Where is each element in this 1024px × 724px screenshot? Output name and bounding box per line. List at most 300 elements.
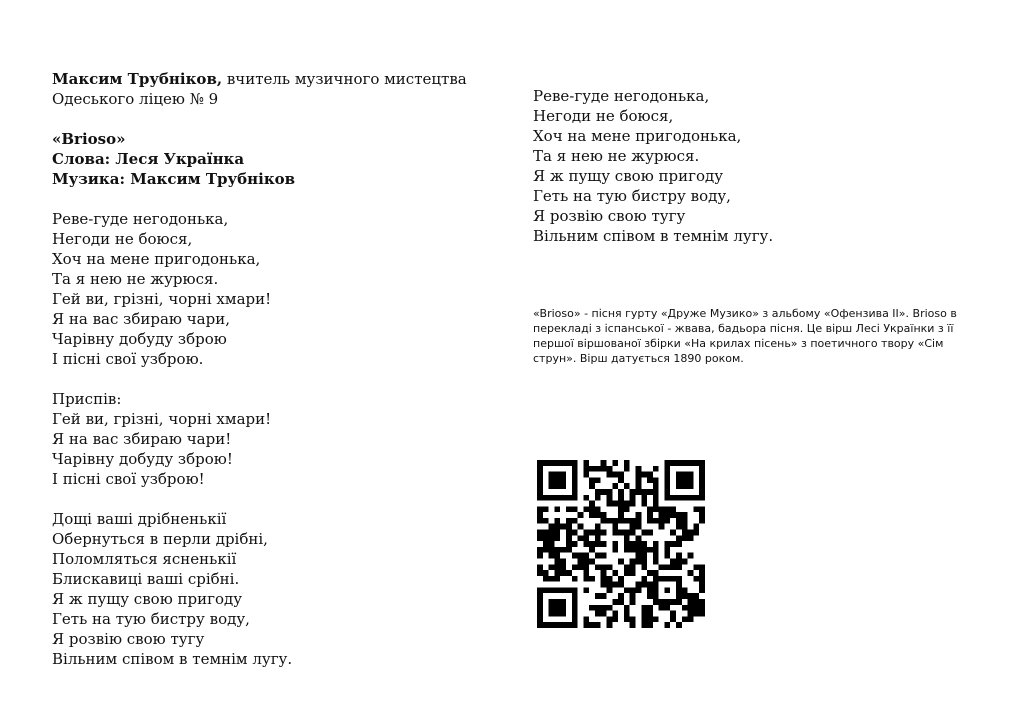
music-credit: Музика: Максим Трубніков — [52, 170, 296, 188]
qr-module — [688, 599, 694, 605]
lyric-line: Я на вас збираю чари, — [52, 310, 230, 328]
chorus — [52, 389, 492, 489]
qr-module — [618, 477, 624, 483]
qr-module — [688, 605, 694, 611]
qr-module — [612, 483, 618, 489]
qr-module — [630, 541, 636, 547]
qr-module — [647, 506, 653, 512]
qr-module — [670, 512, 676, 518]
qr-module — [607, 564, 613, 570]
qr-module — [607, 472, 613, 478]
qr-module — [572, 576, 578, 582]
qr-module — [583, 495, 589, 501]
qr-module — [589, 622, 595, 628]
qr-module — [653, 547, 659, 553]
qr-module — [589, 576, 595, 582]
qr-module — [554, 587, 560, 593]
qr-module — [630, 489, 636, 495]
qr-module — [560, 599, 566, 605]
qr-module — [630, 564, 636, 570]
qr-module — [612, 530, 618, 536]
qr-module — [676, 564, 682, 570]
qr-module — [693, 506, 699, 512]
qr-module — [537, 460, 543, 466]
qr-module — [589, 501, 595, 507]
qr-module — [670, 611, 676, 617]
qr-module — [664, 466, 670, 472]
qr-module — [537, 611, 543, 617]
lyric-line: Та я нею не журюся. — [533, 147, 700, 165]
qr-module — [688, 570, 694, 576]
qr-module — [601, 605, 607, 611]
qr-module — [653, 616, 659, 622]
qr-module — [601, 576, 607, 582]
qr-module — [554, 524, 560, 530]
qr-module — [630, 501, 636, 507]
qr-module — [572, 518, 578, 524]
qr-module — [560, 558, 566, 564]
qr-module — [595, 489, 601, 495]
qr-module — [601, 466, 607, 472]
qr-module — [635, 518, 641, 524]
qr-module — [659, 576, 665, 582]
qr-module — [607, 616, 613, 622]
lyric-line: І пісні свої узброю! — [52, 470, 205, 488]
qr-module — [601, 512, 607, 518]
qr-module — [670, 495, 676, 501]
qr-module — [607, 605, 613, 611]
qr-module — [641, 495, 647, 501]
qr-module — [583, 535, 589, 541]
qr-module — [699, 582, 705, 588]
qr-module — [612, 570, 618, 576]
lyric-line: Гей ви, грізні, чорні хмари! — [52, 410, 272, 428]
qr-module — [653, 518, 659, 524]
qr-module — [612, 524, 618, 530]
qr-module — [583, 506, 589, 512]
qr-module — [653, 477, 659, 483]
qr-module — [566, 570, 572, 576]
qr-module — [554, 570, 560, 576]
qr-module — [641, 611, 647, 617]
qr-module — [537, 466, 543, 472]
qr-module — [601, 611, 607, 617]
qr-module — [607, 495, 613, 501]
qr-module — [647, 489, 653, 495]
qr-module — [676, 582, 682, 588]
qr-module — [554, 553, 560, 559]
qr-module — [682, 512, 688, 518]
qr-module — [543, 587, 549, 593]
qr-module — [612, 547, 618, 553]
qr-module — [543, 576, 549, 582]
qr-module — [554, 535, 560, 541]
qr-module — [537, 553, 543, 559]
qr-module — [560, 570, 566, 576]
chorus-label: Приспів: — [52, 390, 122, 408]
qr-module — [647, 616, 653, 622]
qr-module — [647, 518, 653, 524]
qr-module — [583, 460, 589, 466]
author-name: Максим Трубніков, — [52, 70, 223, 88]
lyric-line: Гей ви, грізні, чорні хмари! — [52, 290, 272, 308]
qr-module — [537, 587, 543, 593]
lyric-line: Реве-гуде негодонька, — [533, 87, 710, 105]
qr-module — [676, 576, 682, 582]
lyric-line: Я на вас збираю чари! — [52, 430, 232, 448]
qr-module — [583, 558, 589, 564]
qr-module — [676, 587, 682, 593]
qr-module — [601, 518, 607, 524]
qr-module — [583, 587, 589, 593]
qr-module — [688, 472, 694, 478]
qr-module — [572, 587, 578, 593]
qr-module — [607, 489, 613, 495]
lyric-line: Блискавиці ваші срібні. — [52, 570, 240, 588]
qr-module — [635, 558, 641, 564]
qr-module — [653, 483, 659, 489]
qr-module — [676, 524, 682, 530]
qr-module — [676, 460, 682, 466]
qr-module — [670, 564, 676, 570]
qr-module — [664, 483, 670, 489]
qr-module — [572, 477, 578, 483]
qr-module — [693, 599, 699, 605]
qr-module — [664, 506, 670, 512]
lyrics-credit: Слова: Леся Українка — [52, 150, 245, 168]
qr-module — [635, 483, 641, 489]
qr-module — [659, 512, 665, 518]
qr-module — [537, 512, 543, 518]
lyric-line: Хоч на мене пригодонька, — [533, 127, 742, 145]
qr-module — [670, 576, 676, 582]
qr-code-icon[interactable] — [537, 460, 705, 628]
qr-module — [537, 483, 543, 489]
qr-module — [572, 599, 578, 605]
qr-module — [676, 541, 682, 547]
qr-module — [624, 616, 630, 622]
verse-2 — [52, 509, 492, 669]
qr-module — [693, 605, 699, 611]
qr-module — [607, 587, 613, 593]
qr-module — [549, 553, 555, 559]
qr-module — [647, 605, 653, 611]
qr-module — [699, 570, 705, 576]
qr-module — [601, 530, 607, 536]
qr-module — [659, 506, 665, 512]
qr-module — [537, 472, 543, 478]
qr-module — [589, 541, 595, 547]
qr-module — [601, 460, 607, 466]
qr-module — [549, 495, 555, 501]
qr-module — [618, 582, 624, 588]
qr-module — [601, 541, 607, 547]
qr-module — [693, 564, 699, 570]
qr-module — [647, 512, 653, 518]
qr-module — [618, 512, 624, 518]
qr-module — [682, 460, 688, 466]
qr-module — [618, 489, 624, 495]
qr-module — [583, 466, 589, 472]
qr-module — [641, 489, 647, 495]
qr-module — [688, 535, 694, 541]
qr-module — [653, 582, 659, 588]
qr-module — [641, 605, 647, 611]
qr-module — [595, 605, 601, 611]
qr-module — [670, 616, 676, 622]
qr-module — [699, 587, 705, 593]
qr-module — [549, 541, 555, 547]
qr-module — [699, 599, 705, 605]
qr-module — [641, 553, 647, 559]
qr-module — [601, 570, 607, 576]
qr-module — [537, 622, 543, 628]
qr-module — [682, 535, 688, 541]
qr-module — [699, 576, 705, 582]
qr-module — [676, 535, 682, 541]
spacer — [52, 369, 492, 389]
qr-module — [688, 593, 694, 599]
qr-module — [624, 483, 630, 489]
qr-module — [624, 530, 630, 536]
qr-module — [572, 564, 578, 570]
qr-module — [554, 530, 560, 536]
qr-module — [537, 530, 543, 536]
qr-module — [578, 524, 584, 530]
qr-module — [560, 622, 566, 628]
qr-module — [589, 466, 595, 472]
qr-module — [682, 518, 688, 524]
verse-1 — [52, 209, 492, 369]
qr-module — [641, 582, 647, 588]
qr-module — [607, 622, 613, 628]
qr-module — [630, 616, 636, 622]
lyric-line: Поломляться ясненькії — [52, 550, 237, 568]
qr-module — [612, 518, 618, 524]
qr-module — [612, 582, 618, 588]
qr-module — [618, 530, 624, 536]
qr-module — [635, 547, 641, 553]
qr-module — [537, 593, 543, 599]
qr-module — [583, 541, 589, 547]
qr-module — [664, 576, 670, 582]
qr-module — [554, 576, 560, 582]
qr-module — [647, 472, 653, 478]
lyric-line: Та я нею не журюся. — [52, 270, 219, 288]
qr-module — [688, 460, 694, 466]
qr-module — [589, 558, 595, 564]
qr-module — [583, 530, 589, 536]
qr-module — [699, 518, 705, 524]
qr-module — [682, 558, 688, 564]
qr-module — [560, 547, 566, 553]
qr-module — [583, 564, 589, 570]
qr-module — [693, 593, 699, 599]
qr-module — [583, 576, 589, 582]
qr-module — [612, 541, 618, 547]
qr-module — [595, 541, 601, 547]
qr-module — [641, 616, 647, 622]
qr-module — [676, 472, 682, 478]
qr-module — [554, 605, 560, 611]
qr-module — [653, 541, 659, 547]
qr-module — [537, 535, 543, 541]
qr-module — [699, 564, 705, 570]
lyric-line: Негоди не боюся, — [533, 107, 674, 125]
qr-module — [624, 611, 630, 617]
qr-module — [647, 587, 653, 593]
qr-module — [560, 495, 566, 501]
lyric-line: Вільним співом в темнім лугу. — [52, 650, 293, 668]
qr-module — [624, 460, 630, 466]
spacer — [52, 109, 492, 129]
qr-module — [554, 558, 560, 564]
qr-module — [653, 506, 659, 512]
qr-module — [664, 495, 670, 501]
qr-module — [653, 466, 659, 472]
qr-module — [589, 605, 595, 611]
qr-module — [664, 547, 670, 553]
qr-module — [595, 506, 601, 512]
qr-module — [554, 622, 560, 628]
qr-module — [664, 553, 670, 559]
qr-module — [647, 622, 653, 628]
qr-module — [630, 558, 636, 564]
qr-module — [635, 587, 641, 593]
qr-module — [688, 611, 694, 617]
qr-module — [601, 593, 607, 599]
qr-module — [664, 460, 670, 466]
qr-module — [688, 477, 694, 483]
qr-module — [566, 547, 572, 553]
qr-module — [699, 506, 705, 512]
qr-module — [601, 564, 607, 570]
qr-module — [566, 530, 572, 536]
qr-module — [554, 564, 560, 570]
qr-module — [607, 576, 613, 582]
qr-module — [653, 553, 659, 559]
qr-module — [595, 611, 601, 617]
qr-module — [607, 518, 613, 524]
qr-module — [595, 553, 601, 559]
qr-module — [618, 472, 624, 478]
qr-module — [560, 587, 566, 593]
qr-module — [549, 483, 555, 489]
qr-module — [601, 553, 607, 559]
qr-module — [664, 622, 670, 628]
qr-module — [624, 564, 630, 570]
qr-module — [554, 483, 560, 489]
qr-module — [554, 518, 560, 524]
qr-module — [618, 495, 624, 501]
qr-module — [595, 622, 601, 628]
qr-module — [554, 460, 560, 466]
qr-module — [578, 564, 584, 570]
qr-module — [537, 616, 543, 622]
qr-module — [612, 472, 618, 478]
lyric-line: Я розвію свою тугу — [533, 207, 686, 225]
qr-module — [589, 530, 595, 536]
qr-module — [647, 611, 653, 617]
left-column — [52, 69, 492, 669]
qr-module — [688, 483, 694, 489]
qr-module — [595, 564, 601, 570]
qr-module — [554, 472, 560, 478]
qr-module — [549, 576, 555, 582]
qr-module — [688, 495, 694, 501]
qr-module — [664, 518, 670, 524]
lyric-line: І пісні свої узброю. — [52, 350, 204, 368]
qr-module — [572, 460, 578, 466]
qr-module — [618, 558, 624, 564]
qr-module — [635, 512, 641, 518]
qr-module — [583, 553, 589, 559]
qr-module — [554, 599, 560, 605]
qr-module — [572, 472, 578, 478]
qr-module — [664, 541, 670, 547]
qr-module — [549, 460, 555, 466]
qr-module — [595, 477, 601, 483]
qr-module — [641, 622, 647, 628]
qr-module — [693, 460, 699, 466]
qr-module — [543, 495, 549, 501]
qr-module — [641, 564, 647, 570]
qr-module — [618, 599, 624, 605]
qr-module — [630, 570, 636, 576]
qr-module — [607, 466, 613, 472]
qr-module — [618, 576, 624, 582]
qr-module — [699, 472, 705, 478]
qr-module — [572, 506, 578, 512]
qr-module — [653, 576, 659, 582]
qr-module — [670, 558, 676, 564]
qr-module — [554, 506, 560, 512]
qr-module — [664, 472, 670, 478]
author-line — [52, 69, 492, 89]
qr-module — [537, 489, 543, 495]
qr-module — [537, 518, 543, 524]
qr-module — [566, 622, 572, 628]
qr-module — [653, 495, 659, 501]
qr-module — [693, 524, 699, 530]
qr-module — [699, 489, 705, 495]
qr-module — [635, 524, 641, 530]
qr-module — [647, 530, 653, 536]
qr-module — [537, 570, 543, 576]
qr-module — [583, 616, 589, 622]
qr-module — [624, 466, 630, 472]
qr-module — [595, 593, 601, 599]
qr-module — [624, 541, 630, 547]
qr-module — [549, 605, 555, 611]
qr-module — [537, 506, 543, 512]
qr-module — [612, 616, 618, 622]
qr-module — [549, 524, 555, 530]
qr-module — [589, 477, 595, 483]
qr-module — [572, 611, 578, 617]
lyric-line: Я ж пущу свою пригоду — [533, 167, 724, 185]
qr-module — [549, 530, 555, 536]
qr-module — [560, 472, 566, 478]
qr-module — [699, 483, 705, 489]
qr-module — [543, 622, 549, 628]
qr-module — [554, 477, 560, 483]
qr-module — [647, 547, 653, 553]
qr-module — [572, 541, 578, 547]
qr-module — [549, 599, 555, 605]
lyric-line: Обернуться в перли дрібні, — [52, 530, 268, 548]
qr-module — [618, 501, 624, 507]
